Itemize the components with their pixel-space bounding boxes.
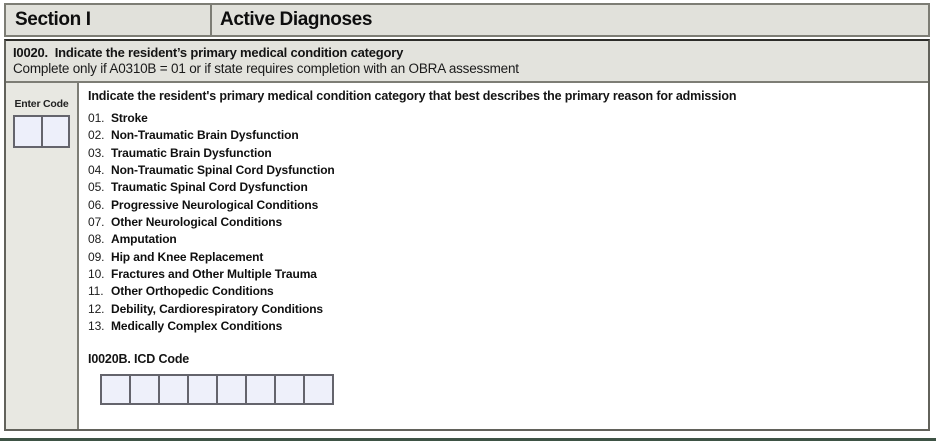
option-number: 09. <box>88 249 105 264</box>
icd-code-cell[interactable] <box>131 376 160 403</box>
option-label: Non-Traumatic Spinal Cord Dysfunction <box>111 163 335 178</box>
question-instruction: Indicate the resident's primary medical condition category that best describes the primary reason for admission <box>88 89 737 103</box>
option-row <box>88 110 918 127</box>
section-title: Active Diagnoses <box>220 9 372 30</box>
option-row <box>88 145 918 162</box>
option-label: Other Neurological Conditions <box>111 215 283 230</box>
option-row <box>88 266 918 283</box>
option-number: 04. <box>88 163 105 178</box>
option-label: Debility, Cardiorespiratory Conditions <box>111 301 324 316</box>
icd-code-cell[interactable] <box>189 376 218 403</box>
section-title-cell <box>212 5 928 35</box>
item-content <box>6 83 928 429</box>
item-subheader <box>6 41 928 83</box>
option-label: Fractures and Other Multiple Trauma <box>111 267 317 282</box>
question-panel <box>79 83 928 429</box>
icd-code-cell[interactable] <box>160 376 189 403</box>
section-divider-bar <box>0 438 936 441</box>
option-label: Other Orthopedic Conditions <box>111 284 274 299</box>
icd-code-field[interactable] <box>100 374 334 405</box>
icd-code-cell[interactable] <box>102 376 131 403</box>
option-label: Non-Traumatic Brain Dysfunction <box>111 128 299 143</box>
option-number: 02. <box>88 128 105 143</box>
item-code-title: I0020. Indicate the resident’s primary medical condition category <box>13 45 404 60</box>
option-label: Hip and Knee Replacement <box>111 249 264 264</box>
option-number: 01. <box>88 111 105 125</box>
enter-code-cell[interactable] <box>15 117 43 146</box>
option-label: Medically Complex Conditions <box>111 319 283 334</box>
icd-code-label: I0020B. ICD Code <box>88 352 190 367</box>
option-row <box>88 249 918 266</box>
option-row <box>88 162 918 179</box>
icd-code-cell[interactable] <box>276 376 305 403</box>
option-label: Progressive Neurological Conditions <box>111 197 319 212</box>
item-completion-note: Complete only if A0310B = 01 or if state requires completion with an OBRA assessment <box>13 61 519 76</box>
section-header-row <box>4 3 930 37</box>
option-row <box>88 127 918 144</box>
enter-code-cell[interactable] <box>43 117 69 146</box>
option-number: 13. <box>88 319 105 334</box>
option-number: 08. <box>88 232 105 247</box>
enter-code-field[interactable] <box>13 115 70 148</box>
section-label: Section I <box>15 9 91 30</box>
option-number: 06. <box>88 197 105 212</box>
item-i0020-box <box>4 39 930 431</box>
option-row <box>88 318 918 335</box>
options-list <box>88 110 918 335</box>
icd-code-cell[interactable] <box>218 376 247 403</box>
option-label: Traumatic Brain Dysfunction <box>111 145 272 160</box>
option-number: 11. <box>88 284 104 299</box>
icd-code-cell[interactable] <box>247 376 276 403</box>
option-number: 10. <box>88 267 105 282</box>
icd-code-cell[interactable] <box>305 376 332 403</box>
option-number: 05. <box>88 180 105 195</box>
option-row <box>88 283 918 300</box>
option-row <box>88 214 918 231</box>
enter-code-panel <box>6 83 79 429</box>
option-number: 03. <box>88 145 105 160</box>
option-row <box>88 301 918 318</box>
section-label-cell <box>6 5 212 35</box>
option-number: 12. <box>88 301 105 316</box>
option-row <box>88 197 918 214</box>
option-number: 07. <box>88 215 105 230</box>
option-label: Amputation <box>111 232 177 247</box>
option-label: Stroke <box>111 111 148 125</box>
option-label: Traumatic Spinal Cord Dysfunction <box>111 180 308 195</box>
enter-code-label: Enter Code <box>14 98 69 110</box>
option-row <box>88 231 918 248</box>
option-row <box>88 179 918 196</box>
